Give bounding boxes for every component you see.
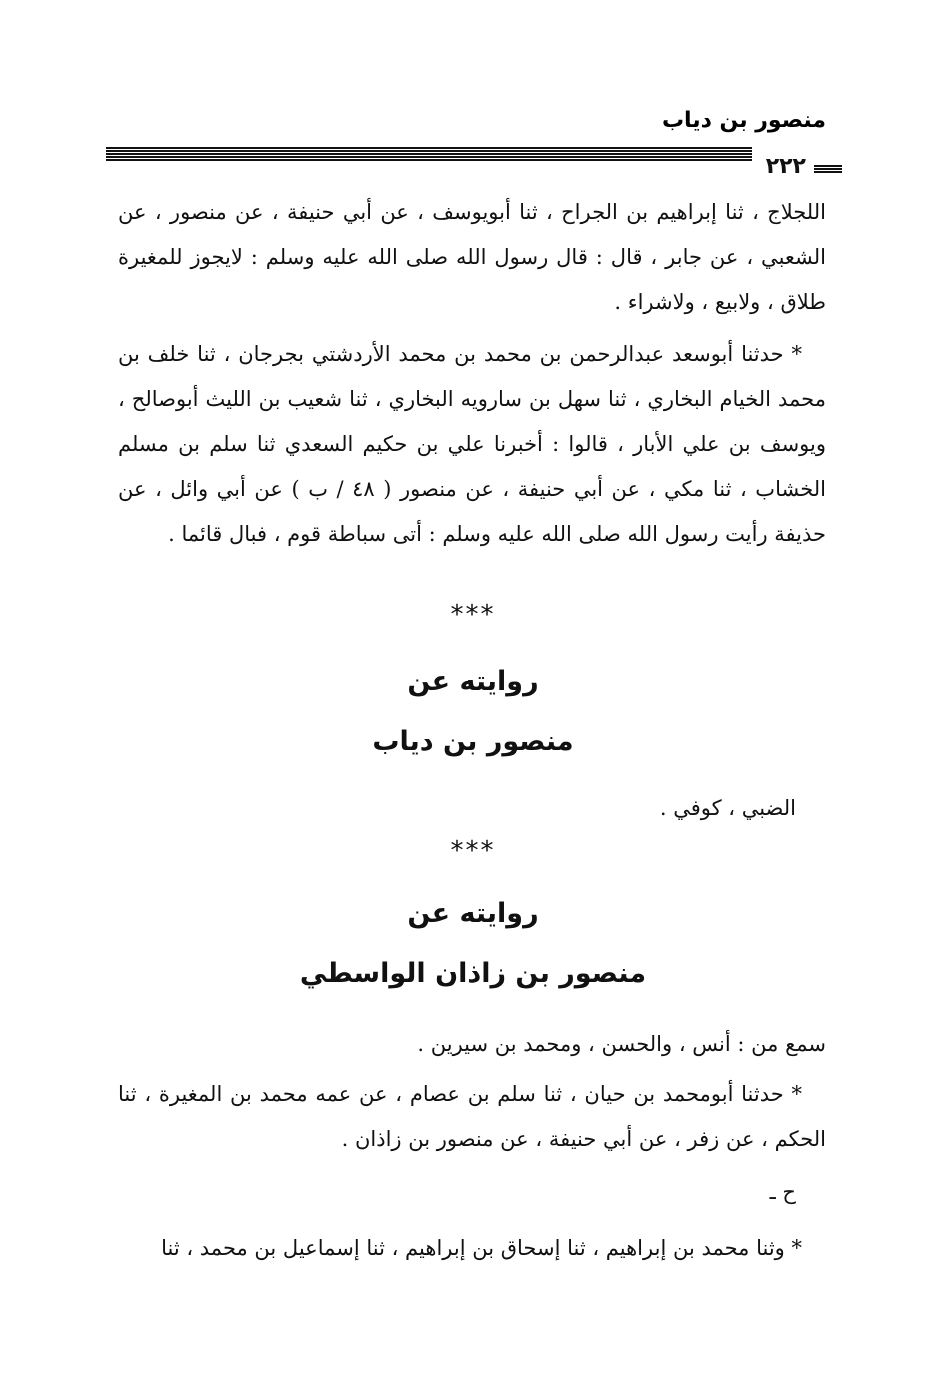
- narrator-note: [118, 1022, 826, 1067]
- paragraph-2: [118, 332, 826, 557]
- paragraph-3-text: * حدثنا أبومحمد بن حيان ، ثنا سلم بن عصام ، عن عمه محمد بن المغيرة ، ثنا الحكم ، عن زفر ، عن أبي حنيفة ، عن منصور بن زاذان .: [118, 1082, 826, 1151]
- narrator-note: الضبي ، كوفي .: [659, 796, 796, 820]
- paragraph-1-text: اللجلاج ، ثنا إبراهيم بن الجراح ، ثنا أبويوسف ، عن أبي حنيفة ، عن منصور ، عن الشعبي ، عن جابر ، قال : قال رسول الله صلى الله عليه وسلم : لايجوز للمغيرة طلاق ، ولابيع ، ولاشراء .: [118, 200, 826, 314]
- narrator-note-text: سمع من : أنس ، والحسن ، ومحمد بن سيرين .: [417, 1032, 826, 1056]
- page-number: ٢٢٢: [762, 154, 810, 179]
- section-separator: ***: [450, 836, 496, 866]
- section-separator: ***: [450, 600, 496, 630]
- running-title: منصور بن دياب: [661, 108, 826, 133]
- paragraph-1: [118, 190, 826, 325]
- section-heading-line2: منصور بن دياب: [372, 726, 574, 757]
- paragraph-4: [118, 1226, 826, 1271]
- header-rule-tail: [814, 165, 842, 173]
- section-heading-line1: روايته عن: [407, 898, 539, 929]
- paragraph-2-text: * حدثنا أبوسعد عبدالرحمن بن محمد بن محمد الأردشتي بجرجان ، ثنا خلف بن محمد الخيام البخاري ، ثنا سهل بن سارويه البخاري ، ثنا شعيب بن الليث أبوصالح ، ويوسف بن علي الأبار ، قالوا : أخبرنا علي بن حكيم السعدي ثنا سلم بن مسلم الخشاب ، ثنا مكي ، عن أبي حنيفة ، عن منصور ( ٤٨ / ب ) عن أبي وائل ، عن حذيفة رأيت رسول الله صلى الله عليه وسلم : أتى سباطة قوم ، فبال قائما .: [118, 342, 826, 546]
- tahwil-mark: ح ـ: [769, 1180, 796, 1204]
- section-heading-line1: روايته عن: [407, 666, 539, 697]
- paragraph-4-text: * وثنا محمد بن إبراهيم ، ثنا إسحاق بن إبراهيم ، ثنا إسماعيل بن محمد ، ثنا: [161, 1236, 802, 1260]
- section-heading-line2: منصور بن زاذان الواسطي: [299, 958, 647, 989]
- header-rule: [106, 147, 752, 161]
- paragraph-3: [118, 1072, 826, 1162]
